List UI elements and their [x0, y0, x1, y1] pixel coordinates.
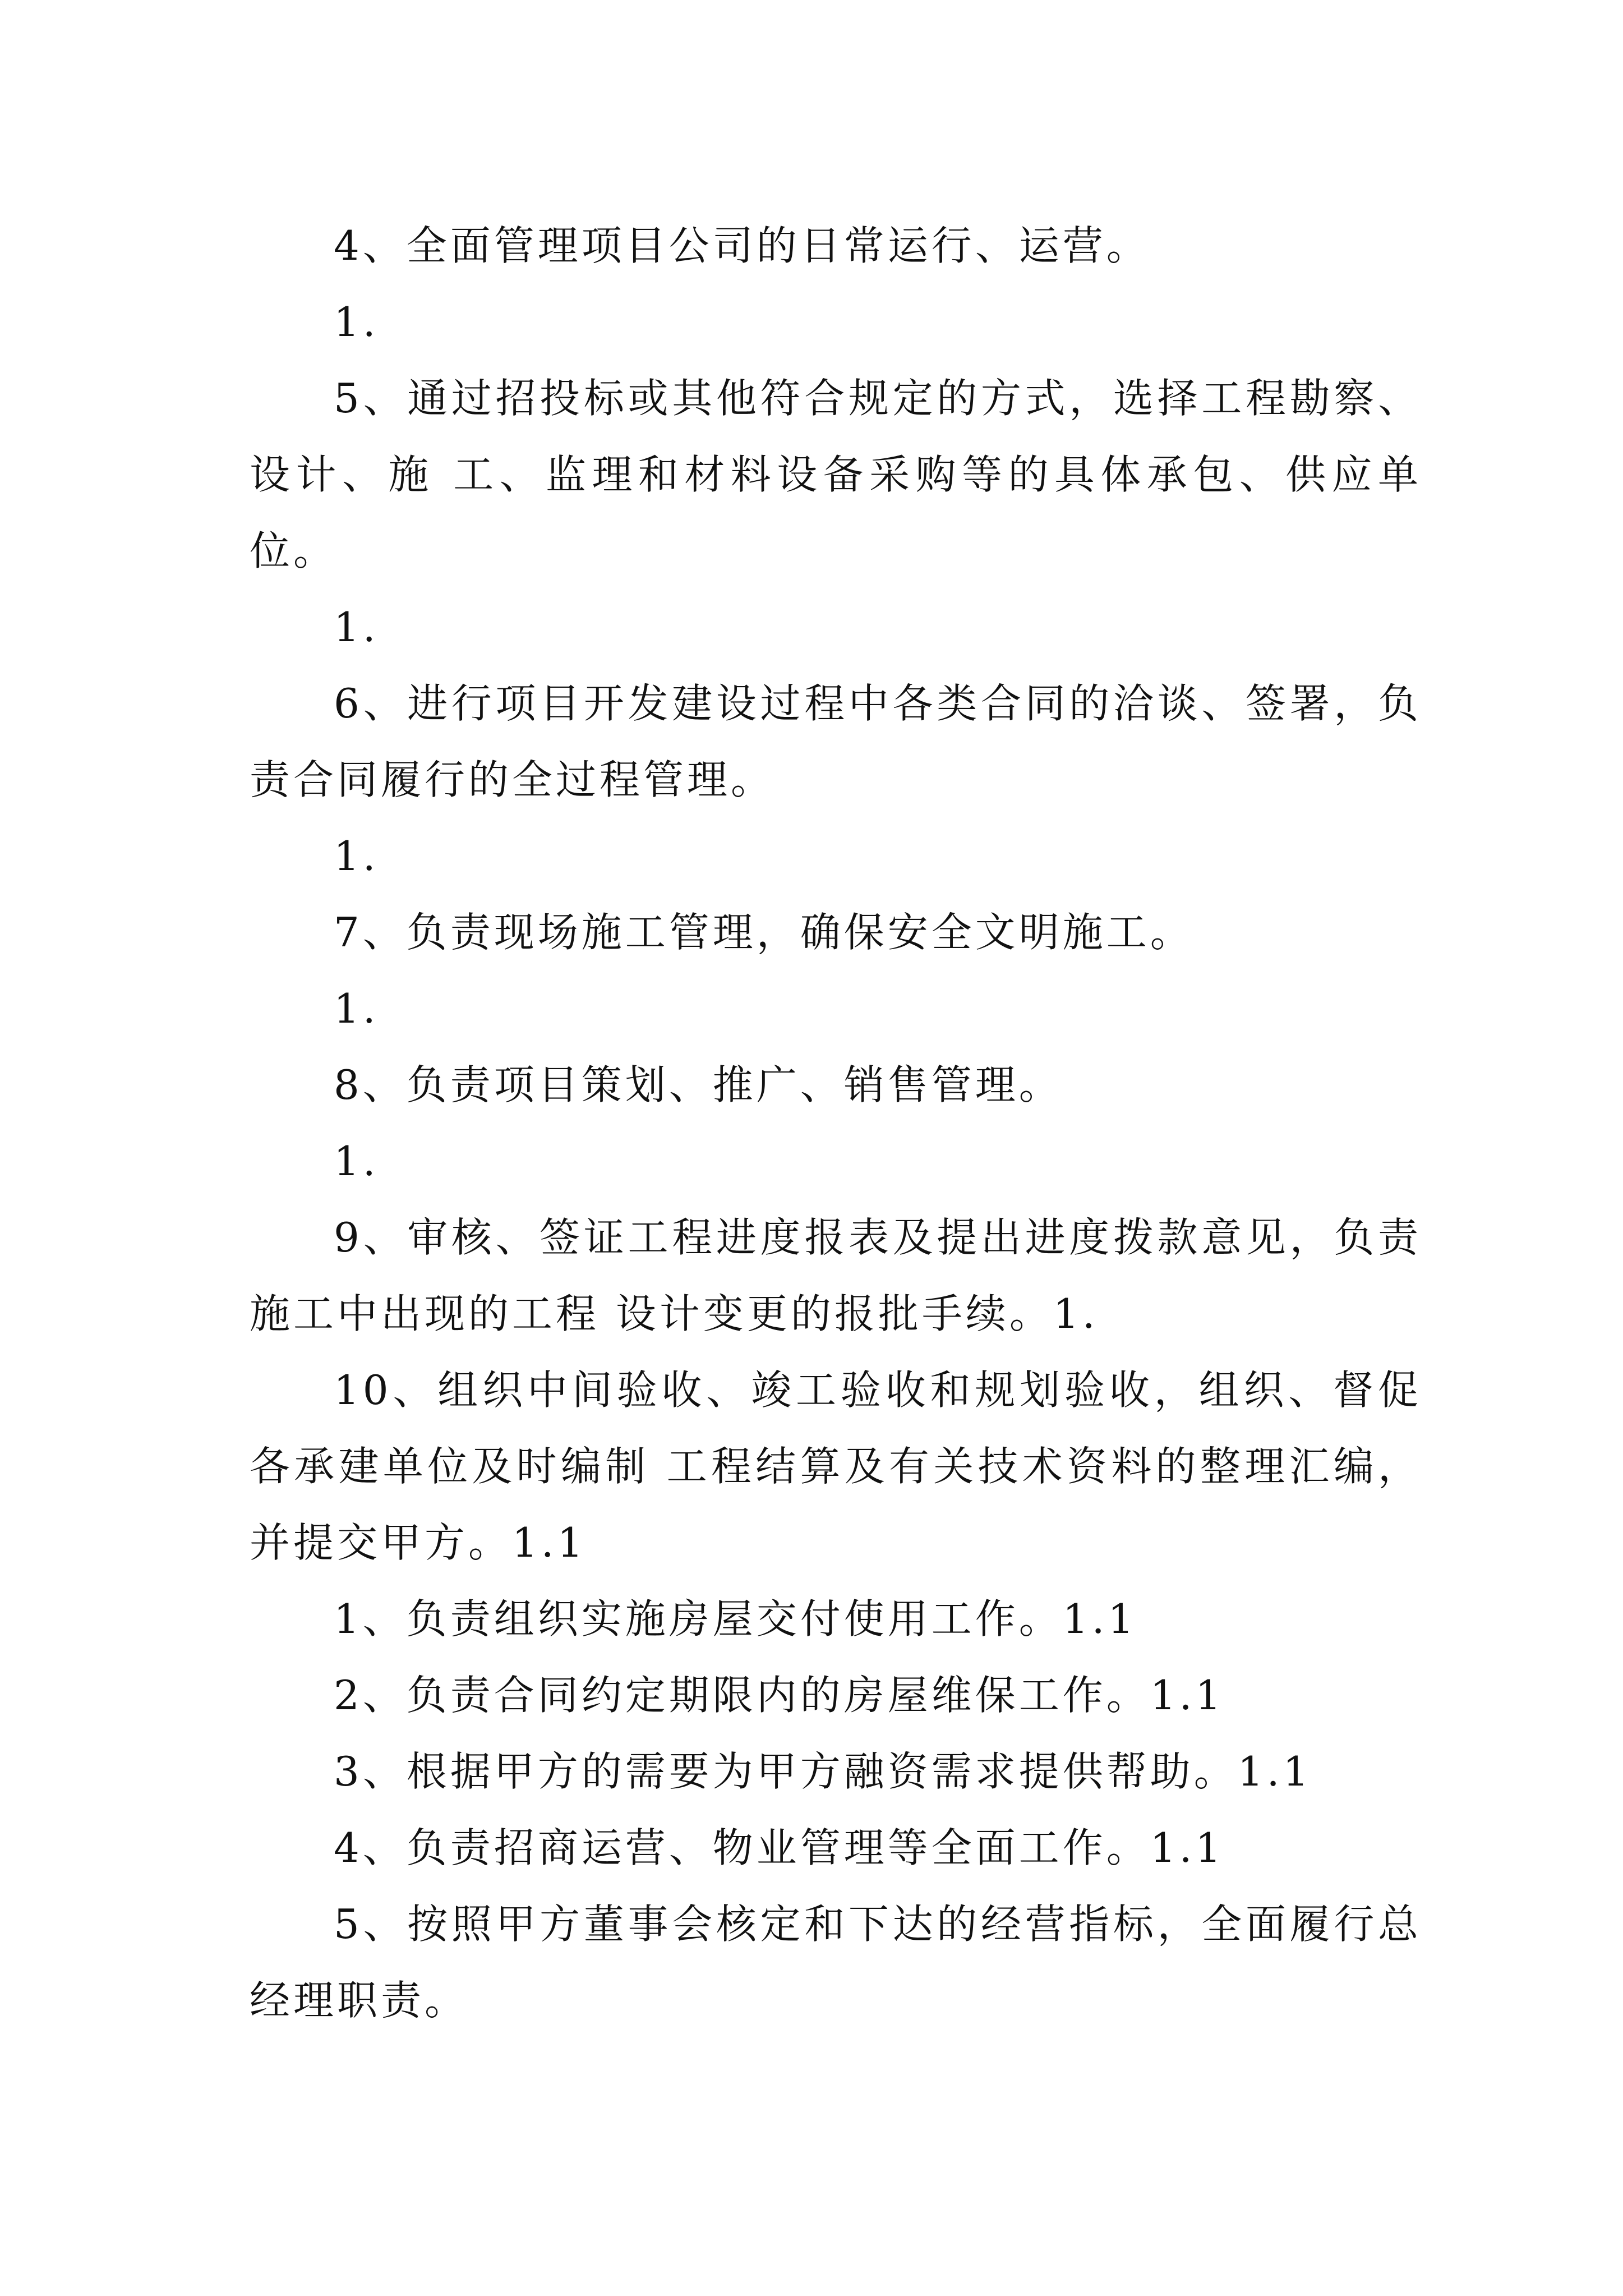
- paragraph: 1.: [334, 1138, 379, 1185]
- paragraph: 4、负责招商运营、物业管理等全面工作。1.1: [334, 1824, 1225, 1871]
- paragraph: 7、负责现场施工管理，确保安全文明施工。: [334, 909, 1194, 956]
- paragraph: 4、全面管理项目公司的日常运行、运营。: [334, 222, 1150, 269]
- document-body: [250, 208, 1422, 2039]
- paragraph: 1.: [334, 985, 379, 1032]
- paragraph: 5、按照甲方董事会核定和下达的经营指标，全面履行总经理职责。: [250, 1901, 1422, 2024]
- paragraph: 1、负责组织实施房屋交付使用工作。1.1: [334, 1595, 1137, 1642]
- paragraph: 5、通过招投标或其他符合规定的方式，选择工程勘察、设计、施 工、监理和材料设备采购等的具体承包、供应单位。: [250, 375, 1422, 574]
- paragraph: 6、进行项目开发建设过程中各类合同的洽谈、签署，负责合同履行的全过程管理。: [250, 680, 1422, 803]
- paragraph: 1.: [334, 298, 379, 346]
- paragraph: 3、根据甲方的需要为甲方融资需求提供帮助。1.1: [334, 1748, 1312, 1795]
- paragraph: 2、负责合同约定期限内的房屋维保工作。1.1: [334, 1672, 1225, 1719]
- paragraph: 1.: [334, 832, 379, 880]
- paragraph: 10、组织中间验收、竣工验收和规划验收，组织、督促各承建单位及时编制 工程结算及有关技术资料的整理汇编，并提交甲方。1.1: [250, 1366, 1422, 1566]
- paragraph: 1.: [334, 604, 379, 651]
- paragraph: 8、负责项目策划、推广、销售管理。: [334, 1061, 1063, 1108]
- paragraph: 9、审核、签证工程进度报表及提出进度拨款意见，负责施工中出现的工程 设计变更的报批手续。1.: [250, 1214, 1422, 1337]
